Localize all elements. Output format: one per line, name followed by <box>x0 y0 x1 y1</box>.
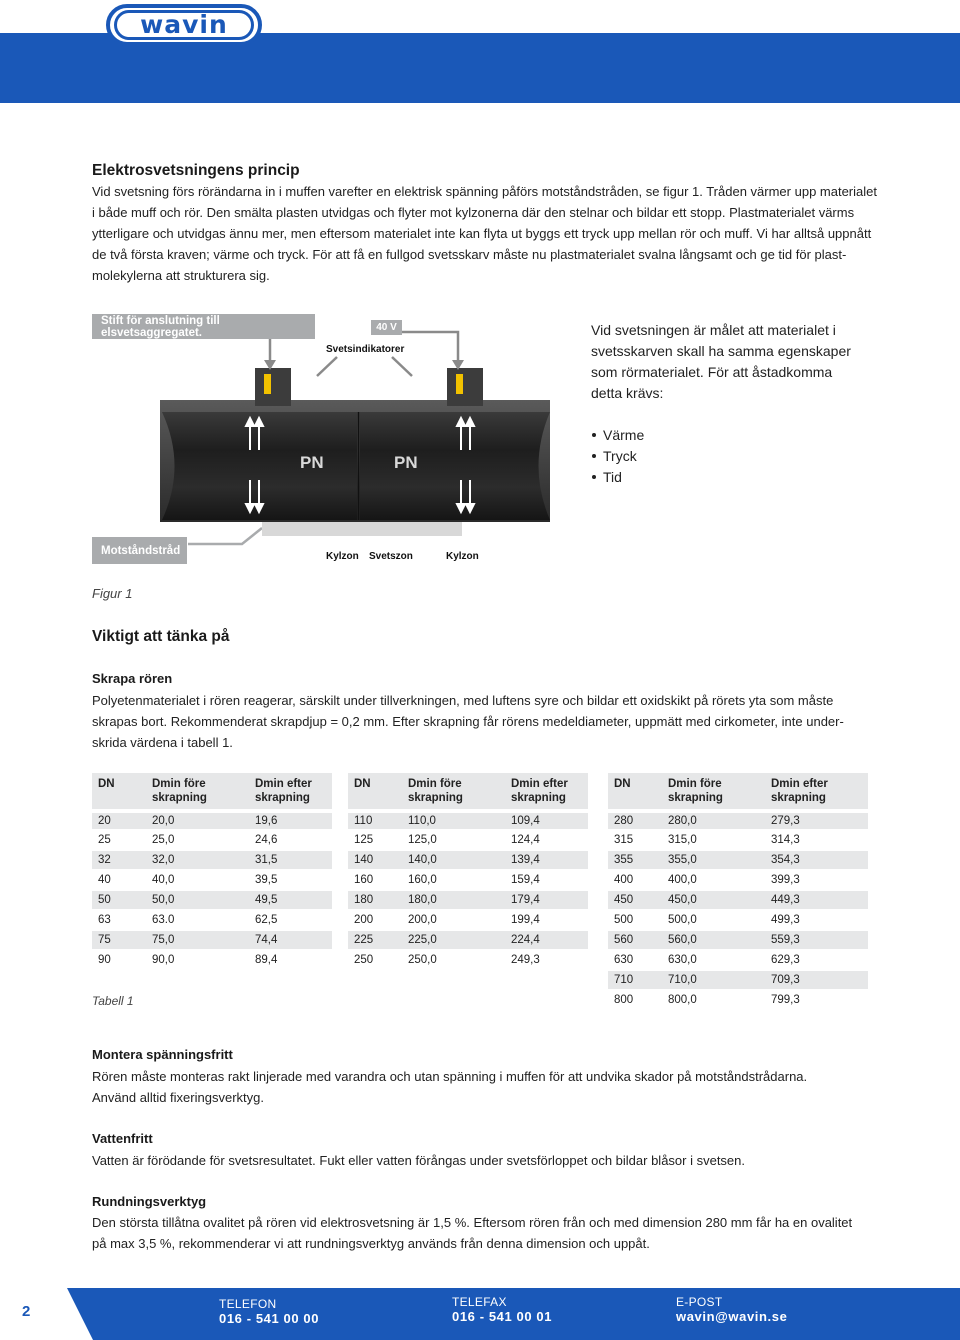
terminal-right <box>447 368 483 406</box>
logo-text: wavin <box>140 9 228 39</box>
dmin-before-cell: 25,0 <box>146 829 249 849</box>
dn-cell: 355 <box>608 849 662 869</box>
indicator-pointer-left <box>317 357 337 376</box>
table-row <box>608 809 868 829</box>
dmin-before-cell: 225,0 <box>402 929 505 949</box>
table-row <box>608 909 868 929</box>
list-item: Tryck <box>591 446 644 467</box>
dn-cell: 63 <box>92 909 146 929</box>
volt-pointer <box>402 332 458 364</box>
table-row <box>348 909 588 929</box>
dn-cell: 50 <box>92 889 146 909</box>
dmin-before-cell: 180,0 <box>402 889 505 909</box>
dmin-after-header: Dmin efter skrapning <box>765 773 868 809</box>
table-row <box>92 949 332 969</box>
side-line: svetsskarven skall ha samma egenskaper <box>591 343 851 359</box>
dn-cell: 450 <box>608 889 662 909</box>
list-item: Tid <box>591 467 644 488</box>
dmin-after-cell: 279,3 <box>765 809 868 829</box>
footer-email <box>676 1295 787 1324</box>
dn-table-2 <box>348 773 588 969</box>
dmin-before-cell: 250,0 <box>402 949 505 969</box>
email-value[interactable]: wavin@wavin.se <box>676 1309 788 1324</box>
dmin-before-cell: 50,0 <box>146 889 249 909</box>
scrape-line: skrida värdena i tabell 1. <box>92 735 233 750</box>
table-caption: Tabell 1 <box>92 994 134 1008</box>
side-text <box>591 320 891 404</box>
dmin-before-cell: 500,0 <box>662 909 765 929</box>
table-row <box>348 849 588 869</box>
rounding-line: på max 3,5 %, rekommenderar vi att rundningsverktyg används från denna dimension och uppåt. <box>92 1236 650 1251</box>
dmin-after-cell: 499,3 <box>765 909 868 929</box>
table-row <box>608 949 868 969</box>
water-heading: Vattenfritt <box>92 1131 153 1146</box>
voltage-label: 40 V <box>371 320 402 335</box>
table-row <box>92 809 332 829</box>
dmin-before-cell: 560,0 <box>662 929 765 949</box>
table-row <box>92 889 332 909</box>
stressfree-text <box>92 1066 882 1108</box>
dmin-before-cell: 63.0 <box>146 909 249 929</box>
scrape-line: skrapas bort. Rekommenderat skrapdjup = 0,2 mm. Efter skrapning får rörens medeldiameter, uppmätt med cirkometer, inte under- <box>92 714 844 729</box>
stressfree-line: Rören måste monteras rakt linjerade med varandra och utan spänning i muffen för att undvika skador på motståndstrådarna. <box>92 1069 808 1084</box>
dn-cell: 32 <box>92 849 146 869</box>
important-title: Viktigt att tänka på <box>92 628 230 645</box>
rounding-heading: Rundningsverktyg <box>92 1194 207 1209</box>
dmin-before-cell: 32,0 <box>146 849 249 869</box>
dmin-after-cell: 399,3 <box>765 869 868 889</box>
dn-cell: 710 <box>608 969 662 989</box>
dmin-after-cell: 199,4 <box>505 909 588 929</box>
stressfree-line: Använd alltid fixeringsverktyg. <box>92 1090 264 1105</box>
dmin-after-cell: 799,3 <box>765 989 868 1009</box>
electrofusion-diagram <box>92 312 572 572</box>
pin-left <box>264 374 271 394</box>
table-row <box>608 889 868 909</box>
dmin-after-cell: 89,4 <box>249 949 332 969</box>
table-row <box>348 869 588 889</box>
table-row <box>92 909 332 929</box>
dmin-after-cell: 559,3 <box>765 929 868 949</box>
dmin-after-cell: 24,6 <box>249 829 332 849</box>
dmin-after-header: Dmin efter skrapning <box>505 773 588 809</box>
dmin-after-cell: 314,3 <box>765 829 868 849</box>
dmin-after-cell: 62,5 <box>249 909 332 929</box>
dmin-before-header: Dmin före skrapning <box>146 773 249 809</box>
dmin-before-cell: 140,0 <box>402 849 505 869</box>
dn-header: DN <box>608 773 662 809</box>
pin-right <box>456 374 463 394</box>
dn-cell: 25 <box>92 829 146 849</box>
dn-cell: 225 <box>348 929 402 949</box>
dmin-before-cell: 200,0 <box>402 909 505 929</box>
dmin-before-cell: 125,0 <box>402 829 505 849</box>
principle-title: Elektrosvetsningens princip <box>92 162 300 179</box>
dmin-after-cell: 249,3 <box>505 949 588 969</box>
dmin-before-cell: 110,0 <box>402 809 505 829</box>
table-row <box>348 809 588 829</box>
pin-label: Stift för anslutning till elsvetsaggregatet. <box>92 314 315 339</box>
dn-cell: 500 <box>608 909 662 929</box>
principle-line: i både muff och rör. Den smälta plasten utvidgas och flyter mot kylzonerna där den stelnar och bildar ett stopp. Plastmaterialet värms <box>92 205 855 220</box>
dn-cell: 250 <box>348 949 402 969</box>
footer-phone <box>219 1297 319 1326</box>
principle-line: molekylerna att strukturera sig. <box>92 268 270 283</box>
table-row <box>608 869 868 889</box>
dmin-before-cell: 630,0 <box>662 949 765 969</box>
dmin-before-cell: 90,0 <box>146 949 249 969</box>
dmin-after-cell: 39,5 <box>249 869 332 889</box>
dmin-before-cell: 160,0 <box>402 869 505 889</box>
footer-fax <box>452 1295 552 1324</box>
table-row <box>608 989 868 1009</box>
dn-cell: 140 <box>348 849 402 869</box>
figure-caption: Figur 1 <box>92 586 133 601</box>
dmin-before-cell: 800,0 <box>662 989 765 1009</box>
dmin-after-cell: 109,4 <box>505 809 588 829</box>
dmin-before-cell: 450,0 <box>662 889 765 909</box>
principle-text <box>92 181 882 286</box>
dmin-after-cell: 159,4 <box>505 869 588 889</box>
dmin-after-cell: 449,3 <box>765 889 868 909</box>
table-row <box>92 869 332 889</box>
table-row <box>348 929 588 949</box>
rounding-line: Den största tillåtna ovalitet på rören vid elektrosvetsning är 1,5 %. Eftersom rören från och med dimension 280 mm får ha en ovalitet <box>92 1215 853 1230</box>
list-item: Värme <box>591 425 644 446</box>
table-row <box>92 929 332 949</box>
dmin-after-cell: 19,6 <box>249 809 332 829</box>
side-line: Vid svetsningen är målet att materialet i <box>591 322 836 338</box>
dmin-before-header: Dmin före skrapning <box>662 773 765 809</box>
dmin-before-cell: 400,0 <box>662 869 765 889</box>
footer-notch <box>67 1288 93 1340</box>
table-row <box>348 829 588 849</box>
dn-cell: 560 <box>608 929 662 949</box>
dn-cell: 75 <box>92 929 146 949</box>
scrape-text <box>92 690 882 753</box>
dmin-before-cell: 75,0 <box>146 929 249 949</box>
indicator-label: Svetsindikatorer <box>326 344 405 355</box>
dmin-before-cell: 280,0 <box>662 809 765 829</box>
side-line: som rörmaterialet. För att åstadkomma <box>591 364 833 380</box>
scrape-line: Polyetenmaterialet i rören reagerar, särskilt under tillverkningen, med luftens syre och bildar ett oxidskikt på rörets yta som måste <box>92 693 834 708</box>
principle-line: ytterligare och utvidgas ännu mer, men eftersom materialet inte kan flyta ut byggs ett tryck upp mellan rör och muff. Vi har alltså uppnått <box>92 226 872 241</box>
dmin-after-cell: 49,5 <box>249 889 332 909</box>
zone-band <box>262 522 462 536</box>
dn-cell: 200 <box>348 909 402 929</box>
scrape-heading: Skrapa rören <box>92 671 173 686</box>
pipe-right <box>360 412 550 520</box>
principle-line: de två första kraven; värme och tryck. För att få en fullgod svetsskarv måste nu plastmaterialet svalna långsamt och ge tid för plast- <box>92 247 847 262</box>
dn-cell: 110 <box>348 809 402 829</box>
wire-pointer <box>188 528 262 544</box>
indicator-pointer-right <box>392 357 412 376</box>
dn-cell: 630 <box>608 949 662 969</box>
side-line: detta krävs: <box>591 385 664 401</box>
table-row <box>92 849 332 869</box>
dn-table-3 <box>608 773 868 1009</box>
dmin-before-cell: 355,0 <box>662 849 765 869</box>
dn-cell: 125 <box>348 829 402 849</box>
wire-label: Motståndstråd <box>92 537 187 564</box>
dmin-after-cell: 709,3 <box>765 969 868 989</box>
dmin-before-cell: 20,0 <box>146 809 249 829</box>
dn-header: DN <box>348 773 402 809</box>
table-row <box>608 969 868 989</box>
dmin-after-cell: 74,4 <box>249 929 332 949</box>
fax-label: TELEFAX <box>452 1295 507 1309</box>
table-row <box>608 929 868 949</box>
dmin-before-cell: 315,0 <box>662 829 765 849</box>
dn-cell: 400 <box>608 869 662 889</box>
dmin-after-cell: 224,4 <box>505 929 588 949</box>
dmin-after-cell: 124,4 <box>505 829 588 849</box>
dmin-after-cell: 139,4 <box>505 849 588 869</box>
dn-cell: 280 <box>608 809 662 829</box>
dn-cell: 180 <box>348 889 402 909</box>
zone-cool-right: Kylzon <box>446 551 479 562</box>
fax-value: 016 - 541 00 01 <box>452 1309 553 1324</box>
pn-right: PN <box>394 453 418 472</box>
dmin-before-cell: 710,0 <box>662 969 765 989</box>
dn-cell: 40 <box>92 869 146 889</box>
dn-cell: 90 <box>92 949 146 969</box>
water-line: Vatten är förödande för svetsresultatet. Fukt eller vatten förångas under svetsförloppet och bildar blåsor i svetsen. <box>92 1153 746 1168</box>
page-number: 2 <box>22 1303 31 1320</box>
table-row <box>608 849 868 869</box>
dn-cell: 160 <box>348 869 402 889</box>
dn-table-1 <box>92 773 332 969</box>
table-row <box>348 889 588 909</box>
table-row <box>92 829 332 849</box>
dmin-before-header: Dmin före skrapning <box>402 773 505 809</box>
dn-header: DN <box>92 773 146 809</box>
dn-cell: 20 <box>92 809 146 829</box>
table-row <box>608 829 868 849</box>
table-row <box>348 949 588 969</box>
dmin-after-cell: 354,3 <box>765 849 868 869</box>
principle-line: Vid svetsning förs rörändarna in i muffen varefter en elektrisk spänning påförs motståndstråden, se figur 1. Tråden värmer upp materialet <box>92 184 877 199</box>
email-label: E-POST <box>676 1295 723 1309</box>
wavin-logo <box>106 4 262 46</box>
pn-left: PN <box>300 453 324 472</box>
zone-cool-left: Kylzon <box>326 551 359 562</box>
zone-weld: Svetszon <box>369 551 413 562</box>
water-text <box>92 1150 882 1171</box>
dmin-before-cell: 40,0 <box>146 869 249 889</box>
dmin-after-cell: 31,5 <box>249 849 332 869</box>
rounding-text <box>92 1212 882 1254</box>
stressfree-heading: Montera spänningsfritt <box>92 1047 233 1062</box>
terminal-left <box>255 368 291 406</box>
phone-label: TELEFON <box>219 1297 277 1311</box>
dn-cell: 315 <box>608 829 662 849</box>
dmin-after-cell: 179,4 <box>505 889 588 909</box>
dmin-after-cell: 629,3 <box>765 949 868 969</box>
dn-cell: 800 <box>608 989 662 1009</box>
phone-value: 016 - 541 00 00 <box>219 1311 320 1326</box>
requirements-list <box>591 425 644 488</box>
dmin-after-header: Dmin efter skrapning <box>249 773 332 809</box>
